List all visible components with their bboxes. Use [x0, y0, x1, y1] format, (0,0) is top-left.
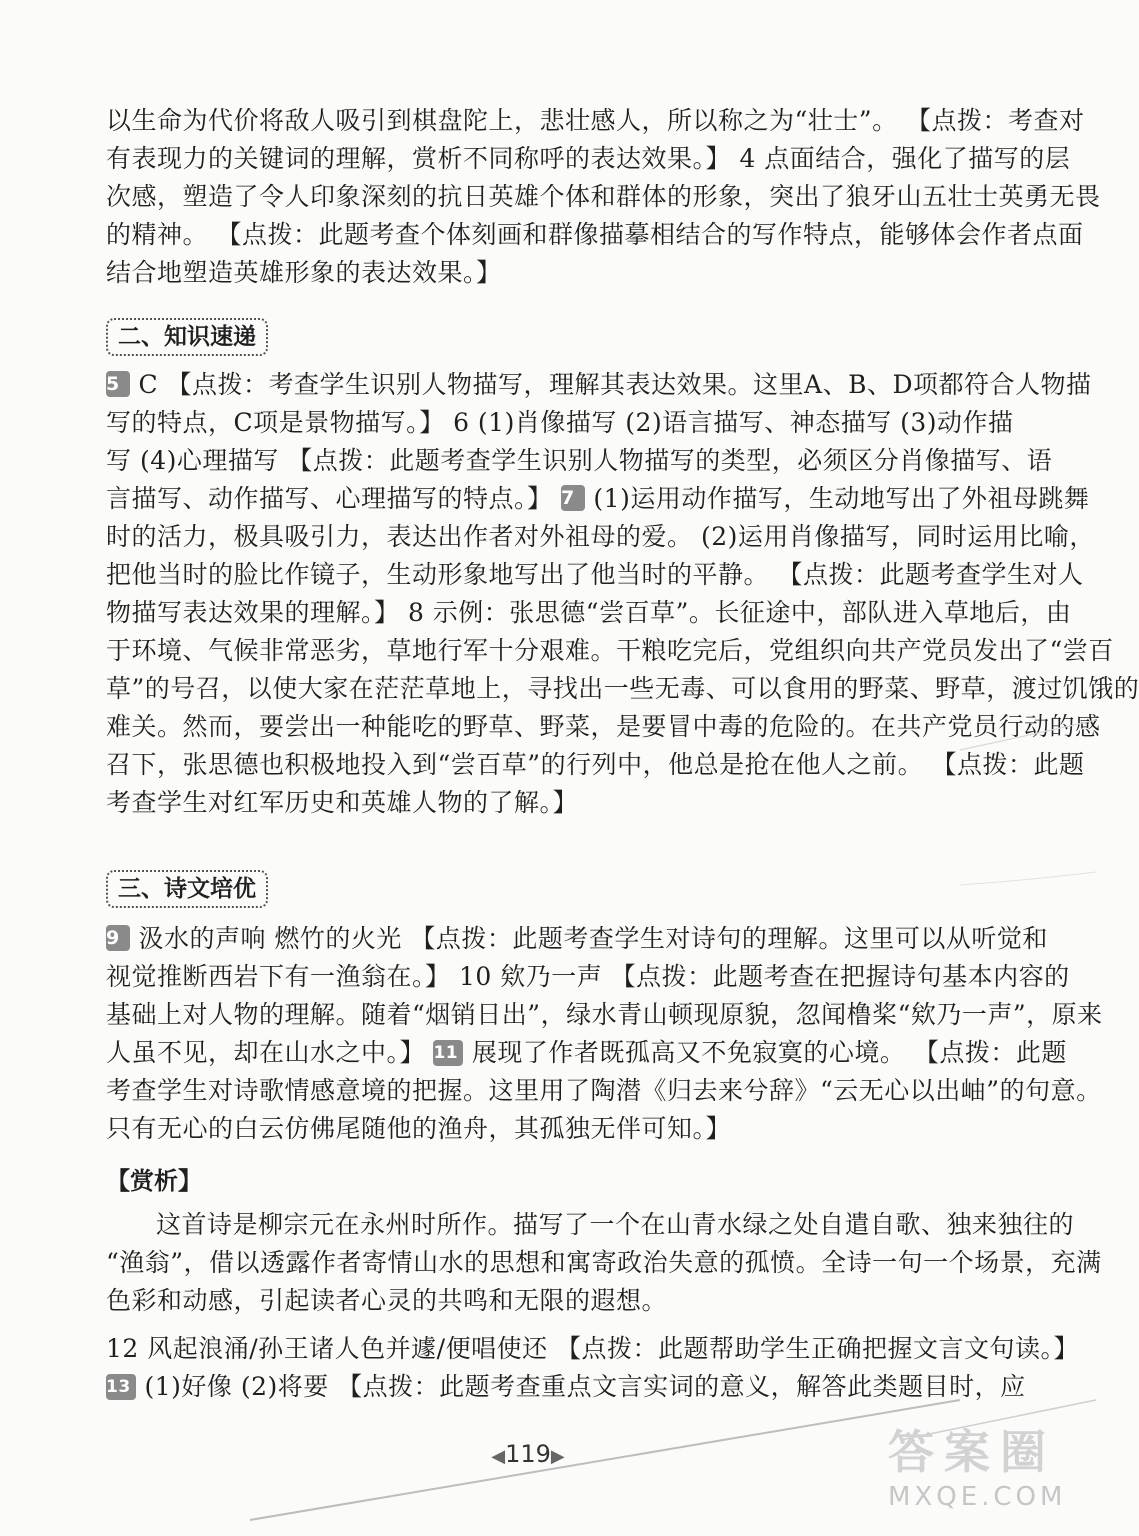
page-number-text: 119	[505, 1440, 551, 1468]
text-line	[106, 1368, 1026, 1406]
text-line: 的精神。 【点拨：此题考查个体刻画和群像描摹相结合的写作特点，能够体会作者点面	[106, 220, 1084, 249]
question-number-badge: 7	[561, 485, 585, 511]
text-line	[106, 480, 1090, 518]
text-line: 有表现力的关键词的理解，赏析不同称呼的表达效果。】 4 点面结合，强化了描写的层	[106, 144, 1071, 173]
text-line	[106, 1034, 1067, 1072]
left-arrow-icon: ◀	[491, 1446, 506, 1467]
section-heading-poetry: 三、诗文培优	[106, 870, 268, 908]
answer-block-4	[106, 1330, 1080, 1406]
text-line: 时的活力，极具吸引力，表达出作者对外祖母的爱。 (2)运用肖像描写，同时运用比喻，	[106, 522, 1095, 551]
text-line: 物描写表达效果的理解。】 8 示例：张思德“尝百草”。长征途中，部队进入草地后，由	[106, 598, 1072, 627]
appreciation-heading: 【赏析】	[106, 1167, 202, 1195]
text-line: 把他当时的脸比作镜子，生动形象地写出了他当时的平静。 【点拨：此题考查学生对人	[106, 560, 1084, 589]
text-line: 色彩和动感，引起读者心灵的共鸣和无限的遐想。	[106, 1286, 668, 1315]
answer-block-2	[106, 366, 1139, 822]
text-line: 视觉推断西岩下有一渔翁在。】 10 欸乃一声 【点拨：此题考查在把握诗句基本内容的	[106, 962, 1070, 991]
question-number-badge: 11	[433, 1040, 463, 1066]
text-line: 考查学生对红军历史和英雄人物的了解。】	[106, 788, 579, 817]
text-line	[106, 366, 1092, 404]
watermark-top-text: 答案圈	[888, 1425, 1056, 1479]
text-line: “渔翁”，借以透露作者寄情山水的思想和寓寄政治失意的孤愤。全诗一句一个场景，充满	[106, 1248, 1102, 1277]
answer-block-3	[106, 920, 1103, 1148]
text-line: 以生命为代价将敌人吸引到棋盘陀上，悲壮感人，所以称之为“壮士”。 【点拨：考查对	[106, 106, 1085, 135]
text-line: 召下，张思德也积极地投入到“尝百草”的行列中，他总是抢在他人之前。 【点拨：此题	[106, 750, 1085, 779]
text-line: 次感，塑造了令人印象深刻的抗日英雄个体和群体的形象，突出了狼牙山五壮士英勇无畏	[106, 182, 1101, 211]
text-line: 写的特点，C项是景物描写。】 6 (1)肖像描写 (2)语言描写、神态描写 (3)动作描	[106, 408, 1014, 437]
section-heading-knowledge: 二、知识速递	[106, 318, 268, 356]
text-line: 难关。然而，要尝出一种能吃的野草、野菜，是要冒中毒的危险的。在共产党员行动的感	[106, 712, 1101, 741]
question-number-badge: 9	[106, 925, 130, 951]
question-number-badge: 5	[106, 371, 130, 397]
right-arrow-icon: ▶	[550, 1446, 565, 1467]
line-text: 人虽不见，却在山水之中。】	[106, 1038, 426, 1067]
watermark-bottom-text: MXQE.COM	[888, 1482, 1067, 1512]
text-line: 考查学生对诗歌情感意境的把握。这里用了陶潜《归去来兮辞》“云无心以出岫”的句意。	[106, 1076, 1102, 1105]
line-text: (1)好像 (2)将要 【点拨：此题考查重点文言实词的意义，解答此类题目时，应	[144, 1372, 1026, 1401]
line-text: C 【点拨：考查学生识别人物描写，理解其表达效果。这里A、B、D项都符合人物描	[138, 370, 1092, 399]
text-line: 基础上对人物的理解。随着“烟销日出”，绿水青山顿现原貌，忽闻橹桨“欸乃一声”，原来	[106, 1000, 1103, 1029]
line-text: 展现了作者既孤高又不免寂寞的心境。 【点拨：此题	[471, 1038, 1067, 1067]
line-text: 汲水的声响 燃竹的火光 【点拨：此题考查学生对诗句的理解。这里可以从听觉和	[138, 924, 1048, 953]
text-line: 这首诗是柳宗元在永州时所作。描写了一个在山青水绿之处自遣自歌、独来独往的	[156, 1210, 1075, 1239]
text-line: 结合地塑造英雄形象的表达效果。】	[106, 258, 502, 287]
line-text: 言描写、动作描写、心理描写的特点。】	[106, 484, 553, 513]
text-line: 12 风起浪涌/孙王诸人色并遽/便唱使还 【点拨：此题帮助学生正确把握文言文句读。】	[106, 1334, 1080, 1363]
appreciation-text	[106, 1206, 1102, 1320]
text-line	[106, 920, 1048, 958]
text-line: 草”的号召，以使大家在茫茫草地上，寻找出一些无毒、可以食用的野菜、野草，渡过饥饿的	[106, 674, 1139, 703]
page-number	[488, 1440, 568, 1468]
watermark-logo	[888, 1416, 1088, 1526]
question-number-badge: 13	[106, 1374, 136, 1400]
text-line: 写 (4)心理描写 【点拨：此题考查学生识别人物描写的类型，必须区分肖像描写、语	[106, 446, 1053, 475]
text-line: 于环境、气候非常恶劣，草地行军十分艰难。干粮吃完后，党组织向共产党员发出了“尝百	[106, 636, 1114, 665]
answer-block-1	[106, 102, 1101, 292]
text-line: 只有无心的白云仿佛尾随他的渔舟，其孤独无伴可知。】	[106, 1114, 732, 1143]
line-text: (1)运用动作描写，生动地写出了外祖母跳舞	[593, 484, 1090, 513]
